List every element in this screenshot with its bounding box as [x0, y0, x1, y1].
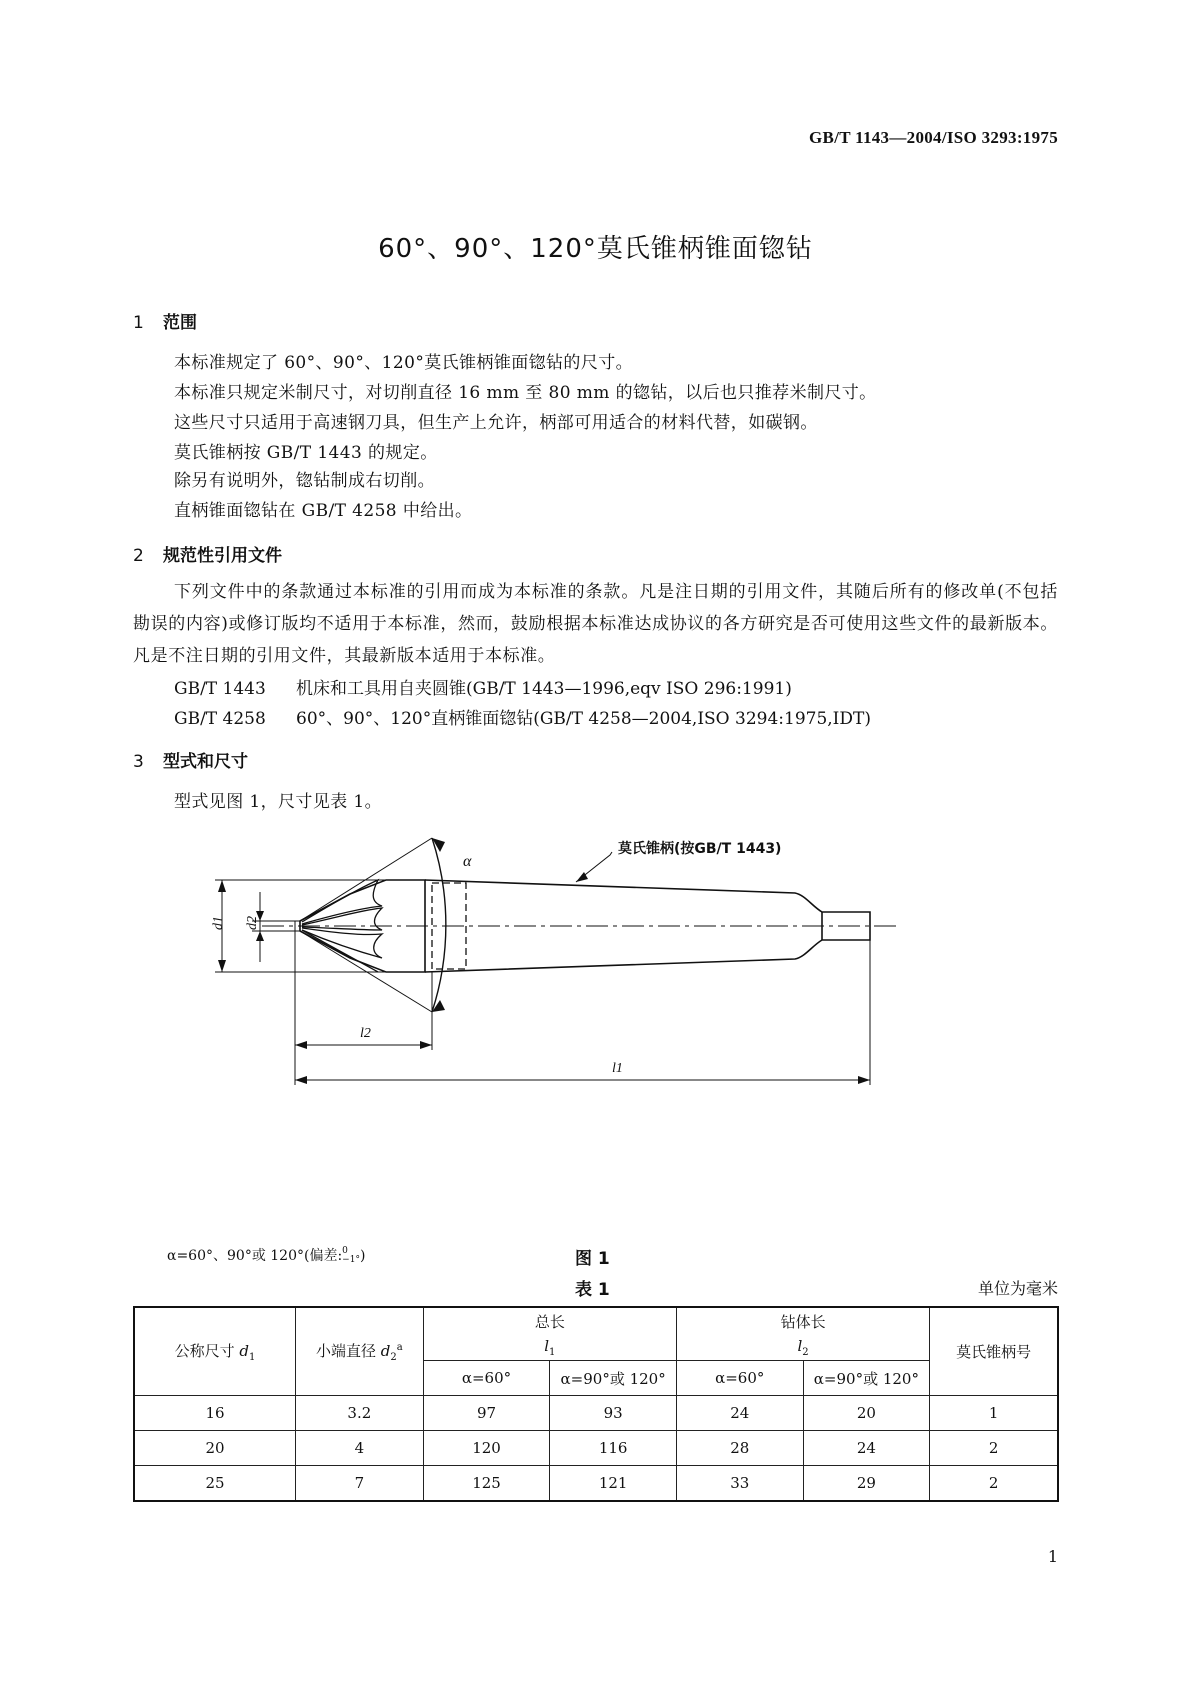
cell: 29 [803, 1466, 930, 1502]
section-1-line: 这些尺寸只适用于高速钢刀具，但生产上允许，柄部可用适合的材料代替，如碳钢。 [174, 413, 818, 433]
cell: 2 [930, 1466, 1058, 1502]
reference-code: GB/T 4258 [174, 709, 266, 729]
shank-callout: 莫氏锥柄(按GB/T 1443) [618, 841, 782, 857]
section-title: 规范性引用文件 [163, 546, 282, 566]
section-number: 3 [133, 752, 144, 772]
figure-caption: 图 1 [575, 1249, 610, 1269]
cell: 2 [930, 1431, 1058, 1466]
table-row [134, 1431, 1058, 1466]
cell: 116 [550, 1431, 677, 1466]
cell: 125 [423, 1466, 550, 1502]
cell: 20 [803, 1396, 930, 1431]
section-1-heading [133, 308, 197, 333]
section-2-heading [133, 541, 282, 566]
standard-code: GB/T 1143—2004/ISO 3293:1975 [809, 128, 1058, 147]
d1-label: d1 [211, 916, 226, 930]
flute [302, 908, 382, 930]
countersink-drawing [0, 820, 1191, 1100]
section-3-heading [133, 747, 248, 772]
cell: 24 [803, 1431, 930, 1466]
tolerance-lower: −1° [342, 1255, 360, 1265]
arrow [256, 931, 264, 941]
page-number: 1 [1047, 1547, 1058, 1566]
cell: 93 [550, 1396, 677, 1431]
header-alpha-60: α=60° [423, 1361, 550, 1396]
unit-note: 单位为毫米 [977, 1279, 1058, 1298]
note-prefix: α=60°、90°或 120°(偏差: [167, 1248, 343, 1264]
section-1-line: 本标准只规定米制尺寸，对切削直径 16 mm 至 80 mm 的锪钻，以后也只推荐米制尺寸。 [174, 383, 877, 403]
l2-label: l2 [360, 1026, 371, 1041]
cell: 33 [676, 1466, 803, 1502]
section-1-line: 本标准规定了 60°、90°、120°莫氏锥柄锥面锪钻的尺寸。 [174, 353, 634, 373]
section-1-line: 直柄锥面锪钻在 GB/T 4258 中给出。 [174, 501, 473, 521]
section-1-line: 除另有说明外，锪钻制成右切削。 [174, 471, 435, 491]
reference-title: 60°、90°、120°直柄锥面锪钻(GB/T 4258—2004,ISO 3294:1975,IDT) [296, 709, 871, 729]
header-symbol: d [380, 1342, 391, 1360]
d2-label: d2 [245, 916, 260, 930]
arrow [218, 960, 226, 972]
cell: 3.2 [296, 1396, 424, 1431]
header-alpha-60: α=60° [676, 1361, 803, 1396]
cell: 1 [930, 1396, 1058, 1431]
tolerance-upper: 0 [342, 1246, 348, 1256]
flute [302, 930, 378, 972]
cell: 20 [134, 1431, 296, 1466]
header-alpha-90-120: α=90°或 120° [803, 1361, 930, 1396]
reference-code: GB/T 1443 [174, 679, 266, 699]
arrow [420, 1041, 432, 1049]
cell: 28 [676, 1431, 803, 1466]
reference-item [174, 704, 871, 729]
header-symbol: l [544, 1336, 550, 1355]
header-body-symbol [676, 1334, 929, 1361]
cell: 7 [296, 1466, 424, 1502]
cell: 121 [550, 1466, 677, 1502]
arrow [218, 880, 226, 892]
header-subscript: 2 [390, 1352, 397, 1363]
arrow [858, 1076, 870, 1084]
header-nominal [134, 1307, 296, 1396]
arrow [295, 1076, 307, 1084]
header-subscript: 1 [249, 1352, 256, 1363]
header-total-length: 总长 [423, 1307, 676, 1334]
header-text: 小端直径 [315, 1342, 376, 1360]
section-1-line: 莫氏锥柄按 GB/T 1443 的规定。 [174, 443, 438, 463]
cell: 4 [296, 1431, 424, 1466]
page-title: 60°、90°、120°莫氏锥柄锥面锪钻 [378, 234, 813, 264]
section-title: 范围 [163, 313, 197, 333]
section-number: 2 [133, 546, 144, 566]
header-small-end [296, 1307, 424, 1396]
table-row [134, 1466, 1058, 1502]
header-text: 公称尺寸 [174, 1342, 235, 1360]
reference-title: 机床和工具用自夹圆锥(GB/T 1443—1996,eqv ISO 296:1991) [296, 679, 792, 699]
header-body-length: 钻体长 [676, 1307, 929, 1334]
arrow [295, 1041, 307, 1049]
section-2-paragraph: 下列文件中的条款通过本标准的引用而成为本标准的条款。凡是注日期的引用文件，其随后所有的修改单(不包括勘误的内容)或修订版均不适用于本标准，然而，鼓励根据本标准达成协议的各方研究是否可使用这些文件的最新版本。凡是不注日期的引用文件，其最新版本适用于本标准。 [133, 582, 1058, 666]
l1-label: l1 [612, 1061, 623, 1076]
section-title: 型式和尺寸 [163, 752, 248, 772]
alpha-arc [432, 838, 446, 1012]
dimension-table [133, 1306, 1059, 1502]
note-suffix: ) [359, 1248, 366, 1264]
reference-item [174, 674, 792, 699]
header-subscript: 1 [549, 1346, 556, 1358]
header-symbol: l [797, 1336, 803, 1355]
header-footnote: a [396, 1342, 403, 1353]
cell: 24 [676, 1396, 803, 1431]
header-total-symbol [423, 1334, 676, 1361]
section-3-line: 型式见图 1，尺寸见表 1。 [174, 792, 383, 812]
table-row [134, 1396, 1058, 1431]
section-number: 1 [133, 313, 144, 333]
cell: 97 [423, 1396, 550, 1431]
alpha-label: α [463, 853, 472, 870]
cell: 120 [423, 1431, 550, 1466]
header-subscript: 2 [802, 1346, 809, 1358]
cell: 25 [134, 1466, 296, 1502]
cell: 16 [134, 1396, 296, 1431]
table-caption: 表 1 [575, 1280, 610, 1300]
header-symbol: d [239, 1342, 250, 1360]
header-taper-no: 莫氏锥柄号 [930, 1307, 1058, 1396]
alpha-note [167, 1245, 365, 1265]
header-alpha-90-120: α=90°或 120° [550, 1361, 677, 1396]
tolerance [342, 1247, 360, 1265]
